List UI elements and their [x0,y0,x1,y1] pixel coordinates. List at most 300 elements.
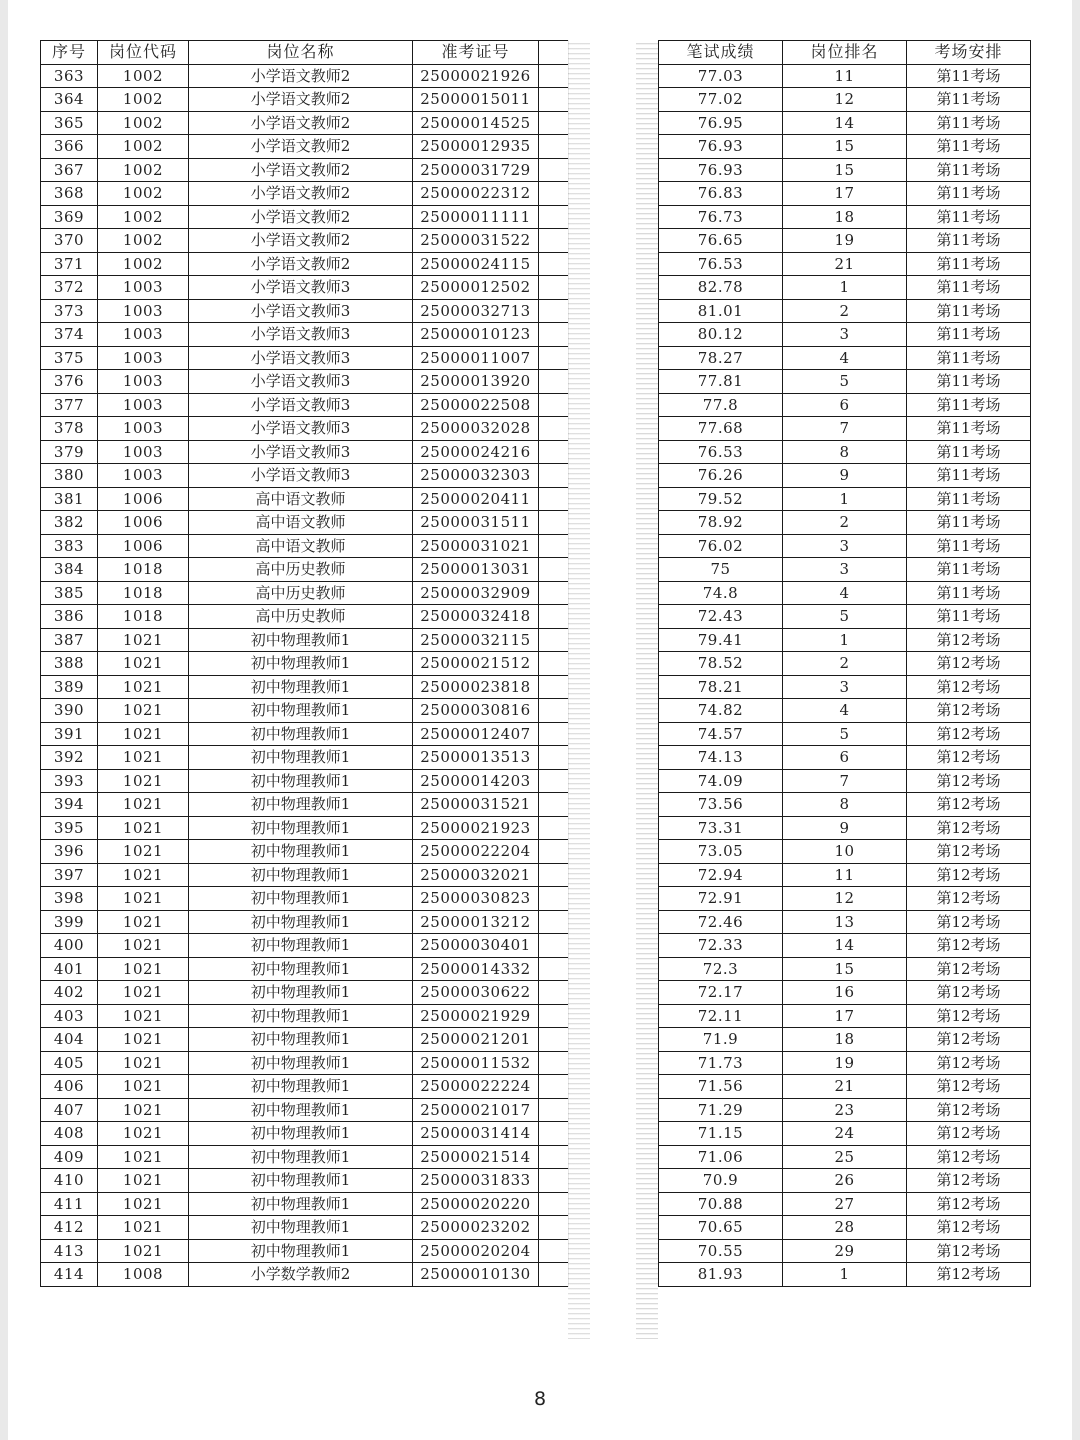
cell-name: 初中物理教师1 [189,722,413,746]
table-row [659,1028,1031,1052]
cell-ticket: 25000015011 [413,88,539,112]
cell-name: 初中物理教师1 [189,840,413,864]
cell-code: 1021 [98,1239,189,1263]
table-row [41,558,569,582]
cell-code: 1021 [98,1004,189,1028]
table-row [41,135,569,159]
cell-name: 小学语文教师3 [189,346,413,370]
table-row [41,487,569,511]
cell-code: 1002 [98,182,189,206]
header-ticket: 准考证号 [413,41,539,65]
cell-seq: 378 [41,417,98,441]
cell-room: 第12考场 [907,1122,1031,1146]
table-row [659,1239,1031,1263]
cell-ticket: 25000031833 [413,1169,539,1193]
cell-room: 第11考场 [907,558,1031,582]
cell-room: 第12考场 [907,1239,1031,1263]
cell-ticket: 25000023202 [413,1216,539,1240]
table-row [41,534,569,558]
cell-rank: 2 [783,652,907,676]
table-row [41,417,569,441]
cell-ticket: 25000023818 [413,675,539,699]
cell-rank: 9 [783,816,907,840]
cell-ticket: 25000022508 [413,393,539,417]
cell-blank [539,64,569,88]
cell-room: 第11考场 [907,135,1031,159]
cell-blank [539,1098,569,1122]
table-row [41,652,569,676]
cell-blank [539,1028,569,1052]
cell-code: 1021 [98,910,189,934]
cell-name: 初中物理教师1 [189,910,413,934]
cell-ticket: 25000022224 [413,1075,539,1099]
cell-code: 1002 [98,229,189,253]
cell-rank: 6 [783,393,907,417]
cell-seq: 384 [41,558,98,582]
cell-score: 76.95 [659,111,783,135]
cell-rank: 24 [783,1122,907,1146]
cell-score: 71.73 [659,1051,783,1075]
cell-score: 72.94 [659,863,783,887]
table-row [41,887,569,911]
cell-blank [539,1192,569,1216]
cell-name: 小学语文教师2 [189,182,413,206]
results-table-right [658,40,1031,1287]
table-row [41,910,569,934]
table-row [659,675,1031,699]
cell-room: 第11考场 [907,605,1031,629]
cell-blank [539,558,569,582]
cell-seq: 370 [41,229,98,253]
cell-blank [539,722,569,746]
table-row [41,957,569,981]
cell-score: 73.56 [659,793,783,817]
cell-code: 1021 [98,1192,189,1216]
cell-rank: 7 [783,417,907,441]
cell-name: 初中物理教师1 [189,1216,413,1240]
cell-blank [539,323,569,347]
cell-code: 1003 [98,346,189,370]
cell-score: 76.53 [659,252,783,276]
cell-rank: 10 [783,840,907,864]
cell-seq: 369 [41,205,98,229]
cell-code: 1021 [98,1216,189,1240]
table-row [41,370,569,394]
cell-ticket: 25000031521 [413,793,539,817]
cell-code: 1021 [98,957,189,981]
cell-blank [539,981,569,1005]
cell-rank: 5 [783,605,907,629]
cell-room: 第11考场 [907,464,1031,488]
cell-seq: 381 [41,487,98,511]
cell-code: 1003 [98,393,189,417]
cell-blank [539,88,569,112]
cell-rank: 3 [783,558,907,582]
cell-rank: 15 [783,158,907,182]
cell-name: 高中历史教师 [189,581,413,605]
cell-rank: 8 [783,440,907,464]
cell-code: 1021 [98,1098,189,1122]
table-row [41,1004,569,1028]
cell-ticket: 25000031414 [413,1122,539,1146]
table-row [41,1075,569,1099]
cell-name: 初中物理教师1 [189,675,413,699]
cell-seq: 413 [41,1239,98,1263]
cell-score: 76.02 [659,534,783,558]
cell-code: 1006 [98,511,189,535]
cell-ticket: 25000013212 [413,910,539,934]
cell-ticket: 25000011111 [413,205,539,229]
cell-score: 71.29 [659,1098,783,1122]
cell-room: 第11考场 [907,88,1031,112]
table-row [41,393,569,417]
cell-blank [539,887,569,911]
cell-room: 第12考场 [907,887,1031,911]
table-row [41,88,569,112]
table-row [659,1263,1031,1287]
cell-score: 70.55 [659,1239,783,1263]
table-row [41,1051,569,1075]
cell-name: 小学语文教师2 [189,229,413,253]
cell-room: 第12考场 [907,1028,1031,1052]
cell-ticket: 25000012502 [413,276,539,300]
cell-ticket: 25000030401 [413,934,539,958]
cell-name: 初中物理教师1 [189,863,413,887]
table-row [659,934,1031,958]
cell-rank: 5 [783,370,907,394]
cell-name: 初中物理教师1 [189,1239,413,1263]
header-blank [539,41,569,65]
table-row [659,323,1031,347]
cell-score: 77.68 [659,417,783,441]
cell-blank [539,464,569,488]
cell-code: 1021 [98,816,189,840]
cell-rank: 2 [783,299,907,323]
table-row [41,816,569,840]
table-row [659,205,1031,229]
cell-rank: 19 [783,1051,907,1075]
cell-ticket: 25000011007 [413,346,539,370]
cell-ticket: 25000014203 [413,769,539,793]
cell-ticket: 25000010123 [413,323,539,347]
cell-room: 第12考场 [907,1004,1031,1028]
cell-seq: 371 [41,252,98,276]
cell-code: 1021 [98,769,189,793]
cell-name: 初中物理教师1 [189,816,413,840]
table-row [41,252,569,276]
cell-blank [539,276,569,300]
cell-score: 78.27 [659,346,783,370]
results-table-left [40,40,569,1287]
table-row [659,346,1031,370]
table-row [659,1169,1031,1193]
table-header-row [41,41,569,65]
table-header-row [659,41,1031,65]
cell-room: 第12考场 [907,816,1031,840]
cell-code: 1021 [98,699,189,723]
cell-seq: 388 [41,652,98,676]
cell-seq: 391 [41,722,98,746]
cell-seq: 393 [41,769,98,793]
table-row [659,628,1031,652]
cell-seq: 403 [41,1004,98,1028]
cell-rank: 9 [783,464,907,488]
cell-seq: 374 [41,323,98,347]
cell-code: 1018 [98,605,189,629]
table-row [41,1263,569,1287]
cell-seq: 379 [41,440,98,464]
cell-room: 第12考场 [907,1098,1031,1122]
cell-code: 1002 [98,88,189,112]
cell-ticket: 25000032909 [413,581,539,605]
cell-name: 小学语文教师2 [189,205,413,229]
cell-name: 小学语文教师2 [189,135,413,159]
cell-seq: 406 [41,1075,98,1099]
cell-room: 第12考场 [907,746,1031,770]
table-row [659,746,1031,770]
cell-ticket: 25000021514 [413,1145,539,1169]
table-row [659,769,1031,793]
cell-name: 初中物理教师1 [189,628,413,652]
cell-code: 1008 [98,1263,189,1287]
cell-rank: 19 [783,229,907,253]
cell-score: 71.15 [659,1122,783,1146]
cell-rank: 14 [783,111,907,135]
cell-score: 71.56 [659,1075,783,1099]
table-row [659,1098,1031,1122]
cell-room: 第11考场 [907,111,1031,135]
cell-ticket: 25000032028 [413,417,539,441]
cell-room: 第11考场 [907,276,1031,300]
cell-seq: 365 [41,111,98,135]
cell-rank: 3 [783,534,907,558]
table-row [659,793,1031,817]
cell-seq: 397 [41,863,98,887]
cell-ticket: 25000031021 [413,534,539,558]
table-row [41,981,569,1005]
cell-code: 1002 [98,111,189,135]
cell-blank [539,863,569,887]
cell-blank [539,1145,569,1169]
cell-score: 71.9 [659,1028,783,1052]
cell-rank: 1 [783,276,907,300]
table-row [659,487,1031,511]
cell-seq: 368 [41,182,98,206]
cell-room: 第11考场 [907,252,1031,276]
cell-code: 1021 [98,722,189,746]
cell-seq: 395 [41,816,98,840]
cell-rank: 8 [783,793,907,817]
cell-room: 第12考场 [907,840,1031,864]
cell-seq: 410 [41,1169,98,1193]
cell-room: 第11考场 [907,370,1031,394]
table-row [41,605,569,629]
cell-name: 高中历史教师 [189,605,413,629]
table-row [659,135,1031,159]
cell-rank: 1 [783,1263,907,1287]
cell-code: 1021 [98,628,189,652]
cell-seq: 392 [41,746,98,770]
table-row [659,1216,1031,1240]
cell-blank [539,1122,569,1146]
cell-name: 初中物理教师1 [189,1004,413,1028]
cell-ticket: 25000030622 [413,981,539,1005]
header-rank: 岗位排名 [783,41,907,65]
cell-name: 小学数学教师2 [189,1263,413,1287]
table-row [659,440,1031,464]
cell-room: 第11考场 [907,487,1031,511]
table-row [659,252,1031,276]
table-row [659,464,1031,488]
cell-name: 高中语文教师 [189,487,413,511]
cell-rank: 4 [783,581,907,605]
cell-blank [539,1239,569,1263]
cell-ticket: 25000024216 [413,440,539,464]
cell-name: 初中物理教师1 [189,1192,413,1216]
cell-seq: 400 [41,934,98,958]
cell-code: 1021 [98,863,189,887]
cell-name: 初中物理教师1 [189,769,413,793]
cell-score: 82.78 [659,276,783,300]
header-code: 岗位代码 [98,41,189,65]
cell-code: 1002 [98,64,189,88]
table-row [41,299,569,323]
cell-room: 第11考场 [907,229,1031,253]
cell-seq: 367 [41,158,98,182]
cell-name: 高中语文教师 [189,511,413,535]
cell-ticket: 25000022312 [413,182,539,206]
cell-ticket: 25000020220 [413,1192,539,1216]
cell-code: 1003 [98,464,189,488]
table-row [659,816,1031,840]
cell-score: 77.03 [659,64,783,88]
table-row [659,88,1031,112]
cell-score: 78.52 [659,652,783,676]
cell-blank [539,135,569,159]
table-row [659,863,1031,887]
table-row [41,746,569,770]
page-number: 8 [533,1388,547,1410]
header-name: 岗位名称 [189,41,413,65]
cell-name: 高中历史教师 [189,558,413,582]
cell-room: 第12考场 [907,934,1031,958]
cell-score: 73.31 [659,816,783,840]
cell-code: 1003 [98,370,189,394]
cell-blank [539,840,569,864]
cell-name: 初中物理教师1 [189,1098,413,1122]
cell-ticket: 25000032713 [413,299,539,323]
cell-score: 79.41 [659,628,783,652]
cell-ticket: 25000013920 [413,370,539,394]
cell-code: 1003 [98,276,189,300]
table-row [41,511,569,535]
table-row [659,534,1031,558]
cell-ticket: 25000012935 [413,135,539,159]
cell-code: 1021 [98,981,189,1005]
cell-ticket: 25000021929 [413,1004,539,1028]
cell-seq: 412 [41,1216,98,1240]
cell-rank: 13 [783,910,907,934]
cell-seq: 401 [41,957,98,981]
cell-room: 第11考场 [907,205,1031,229]
cell-score: 81.93 [659,1263,783,1287]
cell-name: 初中物理教师1 [189,793,413,817]
cell-room: 第12考场 [907,863,1031,887]
cell-seq: 409 [41,1145,98,1169]
cell-code: 1021 [98,1122,189,1146]
table-row [659,1192,1031,1216]
cell-name: 初中物理教师1 [189,1145,413,1169]
cell-score: 70.88 [659,1192,783,1216]
cell-blank [539,111,569,135]
cell-rank: 18 [783,205,907,229]
cell-code: 1021 [98,1145,189,1169]
cell-blank [539,440,569,464]
cell-ticket: 25000020204 [413,1239,539,1263]
cell-seq: 396 [41,840,98,864]
cell-score: 81.01 [659,299,783,323]
cell-rank: 16 [783,981,907,1005]
cell-room: 第11考场 [907,393,1031,417]
cell-room: 第12考场 [907,1192,1031,1216]
table-row [41,64,569,88]
table-row [659,64,1031,88]
cell-seq: 404 [41,1028,98,1052]
table-row [659,910,1031,934]
cell-blank [539,605,569,629]
table-row [659,417,1031,441]
table-row [659,558,1031,582]
cell-ticket: 25000011532 [413,1051,539,1075]
cell-code: 1021 [98,652,189,676]
cell-seq: 402 [41,981,98,1005]
cell-ticket: 25000031522 [413,229,539,253]
table-row [659,299,1031,323]
cell-code: 1006 [98,487,189,511]
cell-name: 小学语文教师3 [189,393,413,417]
cell-blank [539,299,569,323]
cell-blank [539,1075,569,1099]
cell-score: 76.93 [659,158,783,182]
cell-room: 第11考场 [907,346,1031,370]
cell-rank: 28 [783,1216,907,1240]
cell-name: 小学语文教师3 [189,417,413,441]
cell-score: 76.26 [659,464,783,488]
cell-seq: 375 [41,346,98,370]
cell-room: 第11考场 [907,323,1031,347]
cell-rank: 1 [783,487,907,511]
table-row [659,652,1031,676]
cell-name: 初中物理教师1 [189,652,413,676]
cell-name: 初中物理教师1 [189,981,413,1005]
cell-code: 1002 [98,158,189,182]
cell-rank: 3 [783,323,907,347]
cell-score: 72.91 [659,887,783,911]
cell-room: 第11考场 [907,158,1031,182]
cell-blank [539,346,569,370]
cell-room: 第12考场 [907,1051,1031,1075]
cell-name: 初中物理教师1 [189,887,413,911]
cell-ticket: 25000014525 [413,111,539,135]
cell-seq: 383 [41,534,98,558]
table-row [41,158,569,182]
table-row [41,1169,569,1193]
table-row [659,1145,1031,1169]
cell-score: 77.81 [659,370,783,394]
cell-blank [539,1051,569,1075]
cell-code: 1018 [98,558,189,582]
table-row [659,699,1031,723]
